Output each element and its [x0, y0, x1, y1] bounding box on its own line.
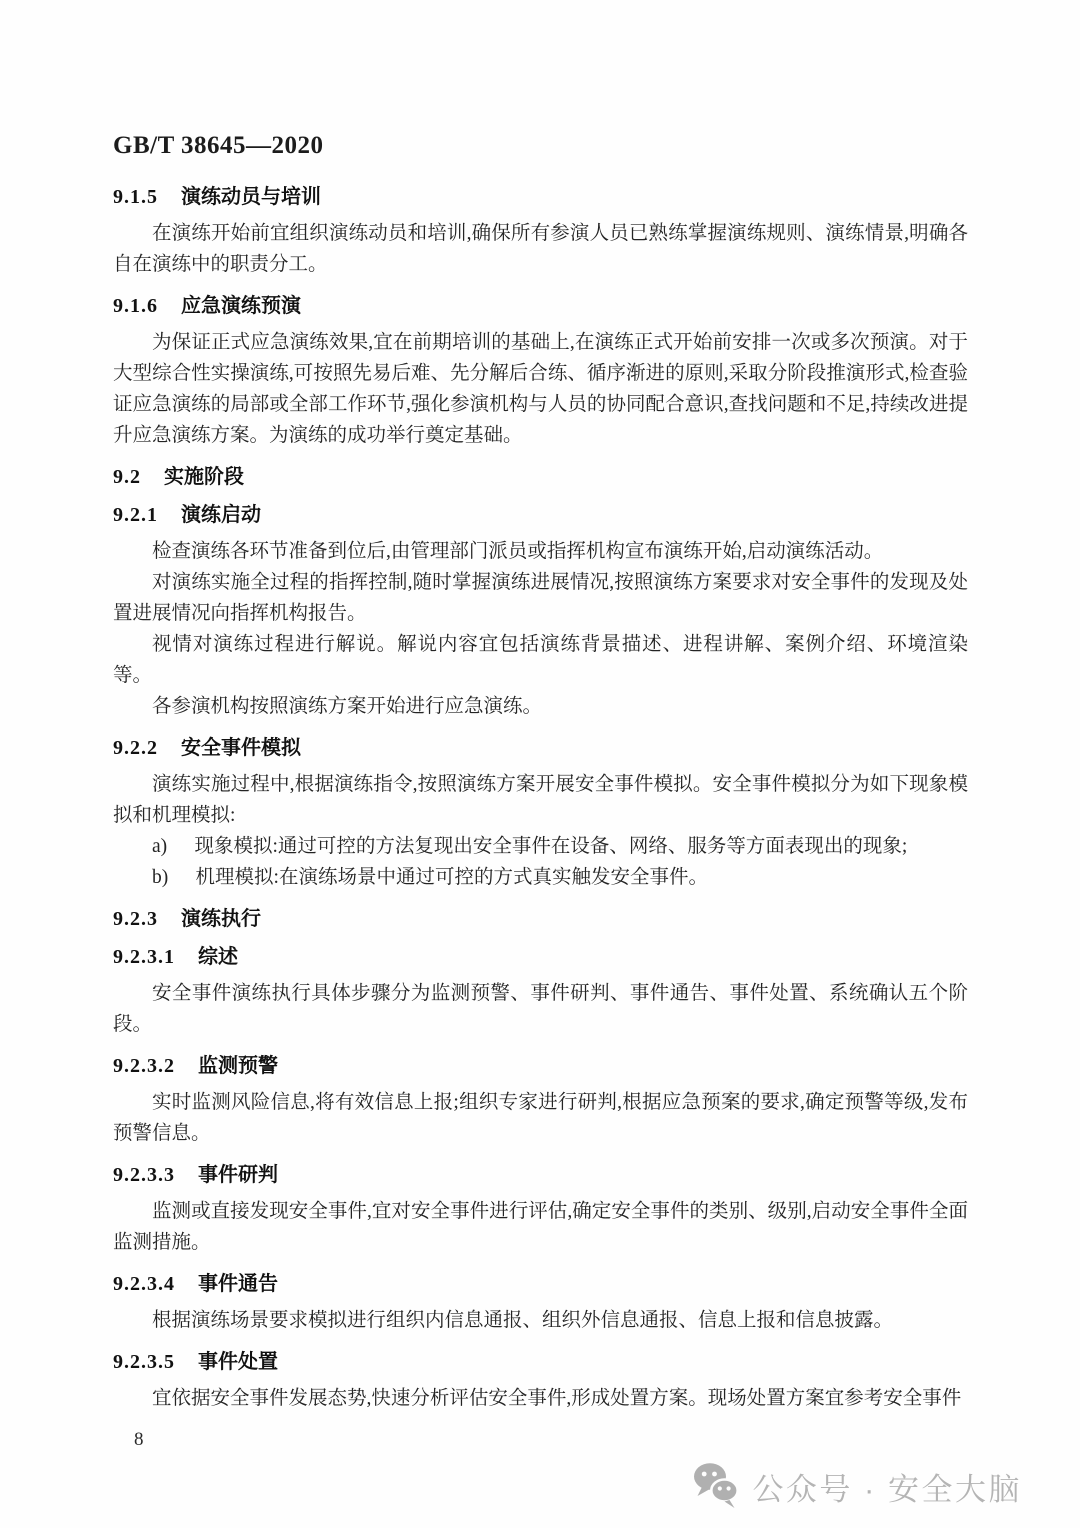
section-title: 安全事件模拟: [181, 737, 301, 759]
section-number: 9.2.3.4: [113, 1273, 175, 1295]
list-marker: a): [152, 836, 168, 857]
section-heading: [113, 185, 968, 209]
paragraph: 宜依据安全事件发展态势,快速分析评估安全事件,形成处置方案。现场处置方案宜参考安全事件: [152, 1388, 962, 1409]
section-title: 监测预警: [198, 1055, 278, 1077]
section-number: 9.2.3.3: [113, 1164, 175, 1186]
section-number: 9.1.5: [113, 186, 158, 208]
section-heading: [113, 1272, 968, 1296]
section-title: 演练执行: [181, 908, 261, 930]
paragraph: 对演练实施全过程的指挥控制,随时掌握演练进展情况,按照演练方案要求对安全事件的发现及处置进展情况向指挥机构报告。: [113, 572, 968, 624]
section-number: 9.2.3.5: [113, 1351, 175, 1373]
section-title: 演练启动: [181, 504, 261, 526]
section-title: 演练动员与培训: [181, 186, 321, 208]
document-body: [113, 185, 968, 1414]
section-number: 9.2.3.1: [113, 946, 175, 968]
section-heading: [113, 1163, 968, 1187]
section-title: 事件处置: [198, 1351, 278, 1373]
section-heading: [113, 465, 968, 489]
section-title: 应急演练预演: [181, 295, 301, 317]
section-heading: [113, 1054, 968, 1078]
section-number: 9.2.3.2: [113, 1055, 175, 1077]
paragraph: 实时监测风险信息,将有效信息上报;组织专家进行研判,根据应急预案的要求,确定预警等级,发布预警信息。: [113, 1092, 968, 1144]
wechat-icon: [693, 1462, 739, 1510]
list-text: 现象模拟:通过可控的方法复现出安全事件在设备、网络、服务等方面表现出的现象;: [194, 836, 908, 857]
list-marker: b): [152, 867, 169, 888]
section-heading: [113, 945, 968, 969]
section-number: 9.2.3: [113, 908, 158, 930]
section-number: 9.2: [113, 466, 141, 488]
section-title: 事件通告: [198, 1273, 278, 1295]
paragraph: 各参演机构按照演练方案开始进行应急演练。: [152, 696, 543, 717]
watermark-label: 公众号 · 安全大脑: [752, 1471, 1022, 1507]
paragraph: 监测或直接发现安全事件,宜对安全事件进行评估,确定安全事件的类别、级别,启动安全事件全面监测措施。: [113, 1201, 968, 1253]
paragraph: 安全事件演练执行具体步骤分为监测预警、事件研判、事件通告、事件处置、系统确认五个阶段。: [113, 983, 968, 1035]
document-content: [113, 133, 968, 1452]
list-text: 机理模拟:在演练场景中通过可控的方式真实触发安全事件。: [195, 867, 708, 888]
section-heading: [113, 503, 968, 527]
list-item: [113, 831, 968, 862]
paragraph: 视情对演练过程进行解说。解说内容宜包括演练背景描述、进程讲解、案例介绍、环境渲染等。: [113, 634, 968, 686]
paragraph: 为保证正式应急演练效果,宜在前期培训的基础上,在演练正式开始前安排一次或多次预演。对于大型综合性实操演练,可按照先易后难、先分解后合练、循序渐进的原则,采取分阶段推演形式,检查验证应急演练的局部或全部工作环节,强化参演机构与人员的协同配合意识,查找问题和不足,持续改进提升应急演练方案。为演练的成功举行奠定基础。: [113, 332, 968, 446]
paragraph: 检查演练各环节准备到位后,由管理部门派员或指挥机构宣布演练开始,启动演练活动。: [152, 541, 884, 562]
section-heading: [113, 907, 968, 931]
section-number: 9.1.6: [113, 295, 158, 317]
section-title: 实施阶段: [164, 466, 244, 488]
section-title: 综述: [198, 946, 238, 968]
section-heading: [113, 1350, 968, 1374]
paragraph: 演练实施过程中,根据演练指令,按照演练方案开展安全事件模拟。安全事件模拟分为如下现象模拟和机理模拟:: [113, 774, 968, 826]
section-number: 9.2.2: [113, 737, 158, 759]
paragraph: 在演练开始前宜组织演练动员和培训,确保所有参演人员已熟练掌握演练规则、演练情景,明确各自在演练中的职责分工。: [113, 223, 968, 275]
section-heading: [113, 294, 968, 318]
section-heading: [113, 736, 968, 760]
paragraph: 根据演练场景要求模拟进行组织内信息通报、组织外信息通报、信息上报和信息披露。: [152, 1310, 894, 1331]
section-number: 9.2.1: [113, 504, 158, 526]
section-title: 事件研判: [198, 1164, 278, 1186]
standard-number-header: GB/T 38645—2020: [113, 132, 324, 159]
list-item: [113, 862, 968, 893]
page-number: 8: [134, 1429, 144, 1450]
watermark: [693, 1462, 1022, 1510]
